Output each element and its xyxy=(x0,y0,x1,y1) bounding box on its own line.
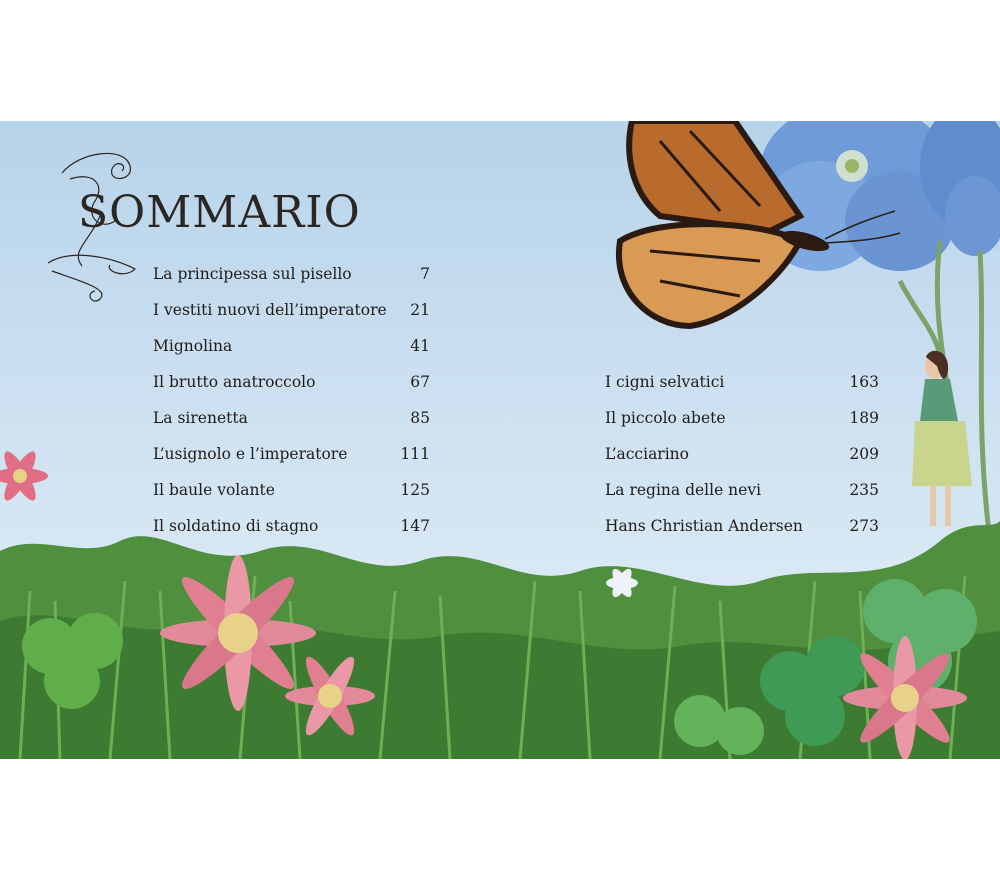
toc-entry-page: 147 xyxy=(400,517,430,535)
toc-entry-title: Mignolina xyxy=(153,337,233,355)
toc-entry-title: Il baule volante xyxy=(153,481,275,499)
toc-entry[interactable] xyxy=(153,409,430,435)
toc-entry-title: La regina delle nevi xyxy=(605,481,762,499)
toc-entry[interactable] xyxy=(605,481,879,507)
toc-entry-page: 41 xyxy=(410,337,430,355)
toc-entry-page: 7 xyxy=(420,265,430,283)
toc-entry[interactable] xyxy=(153,445,430,471)
toc-entry-title: Il soldatino di stagno xyxy=(153,517,319,535)
toc-entry-page: 209 xyxy=(849,445,879,463)
toc-entry-title: L’acciarino xyxy=(605,445,689,463)
toc-entry-title: I vestiti nuovi dell’imperatore xyxy=(153,301,387,319)
toc-entry-page: 235 xyxy=(849,481,879,499)
toc-entry-title: Il piccolo abete xyxy=(605,409,726,427)
toc-entry-title: Hans Christian Andersen xyxy=(605,517,803,535)
toc-entry[interactable] xyxy=(605,373,879,399)
toc-entry[interactable] xyxy=(153,337,430,363)
toc-entry[interactable] xyxy=(153,265,430,291)
toc-entry[interactable] xyxy=(153,301,430,327)
toc-entry[interactable] xyxy=(153,481,430,507)
toc-entry-page: 189 xyxy=(849,409,879,427)
toc-entry-title: L’usignolo e l’imperatore xyxy=(153,445,348,463)
toc-entry-page: 125 xyxy=(400,481,430,499)
toc-entry[interactable] xyxy=(605,409,879,435)
toc-entry-title: Il brutto anatroccolo xyxy=(153,373,316,391)
toc-entry[interactable] xyxy=(605,445,879,471)
toc-entry-page: 273 xyxy=(849,517,879,535)
grass xyxy=(0,521,1000,759)
toc-entry-page: 85 xyxy=(410,409,430,427)
toc-entry[interactable] xyxy=(153,517,430,543)
toc-entry-page: 111 xyxy=(400,445,430,463)
girl-figure xyxy=(912,351,972,526)
toc-entry-page: 21 xyxy=(410,301,430,319)
toc-entry-title: La principessa sul pisello xyxy=(153,265,352,283)
toc-entry-page: 67 xyxy=(410,373,430,391)
toc-title: SOMMARIO xyxy=(78,187,361,238)
toc-entry-title: La sirenetta xyxy=(153,409,248,427)
toc-entry-page: 163 xyxy=(849,373,879,391)
toc-entry-title: I cigni selvatici xyxy=(605,373,725,391)
toc-entry[interactable] xyxy=(605,517,879,543)
book-spread xyxy=(0,121,1000,759)
toc-entry[interactable] xyxy=(153,373,430,399)
